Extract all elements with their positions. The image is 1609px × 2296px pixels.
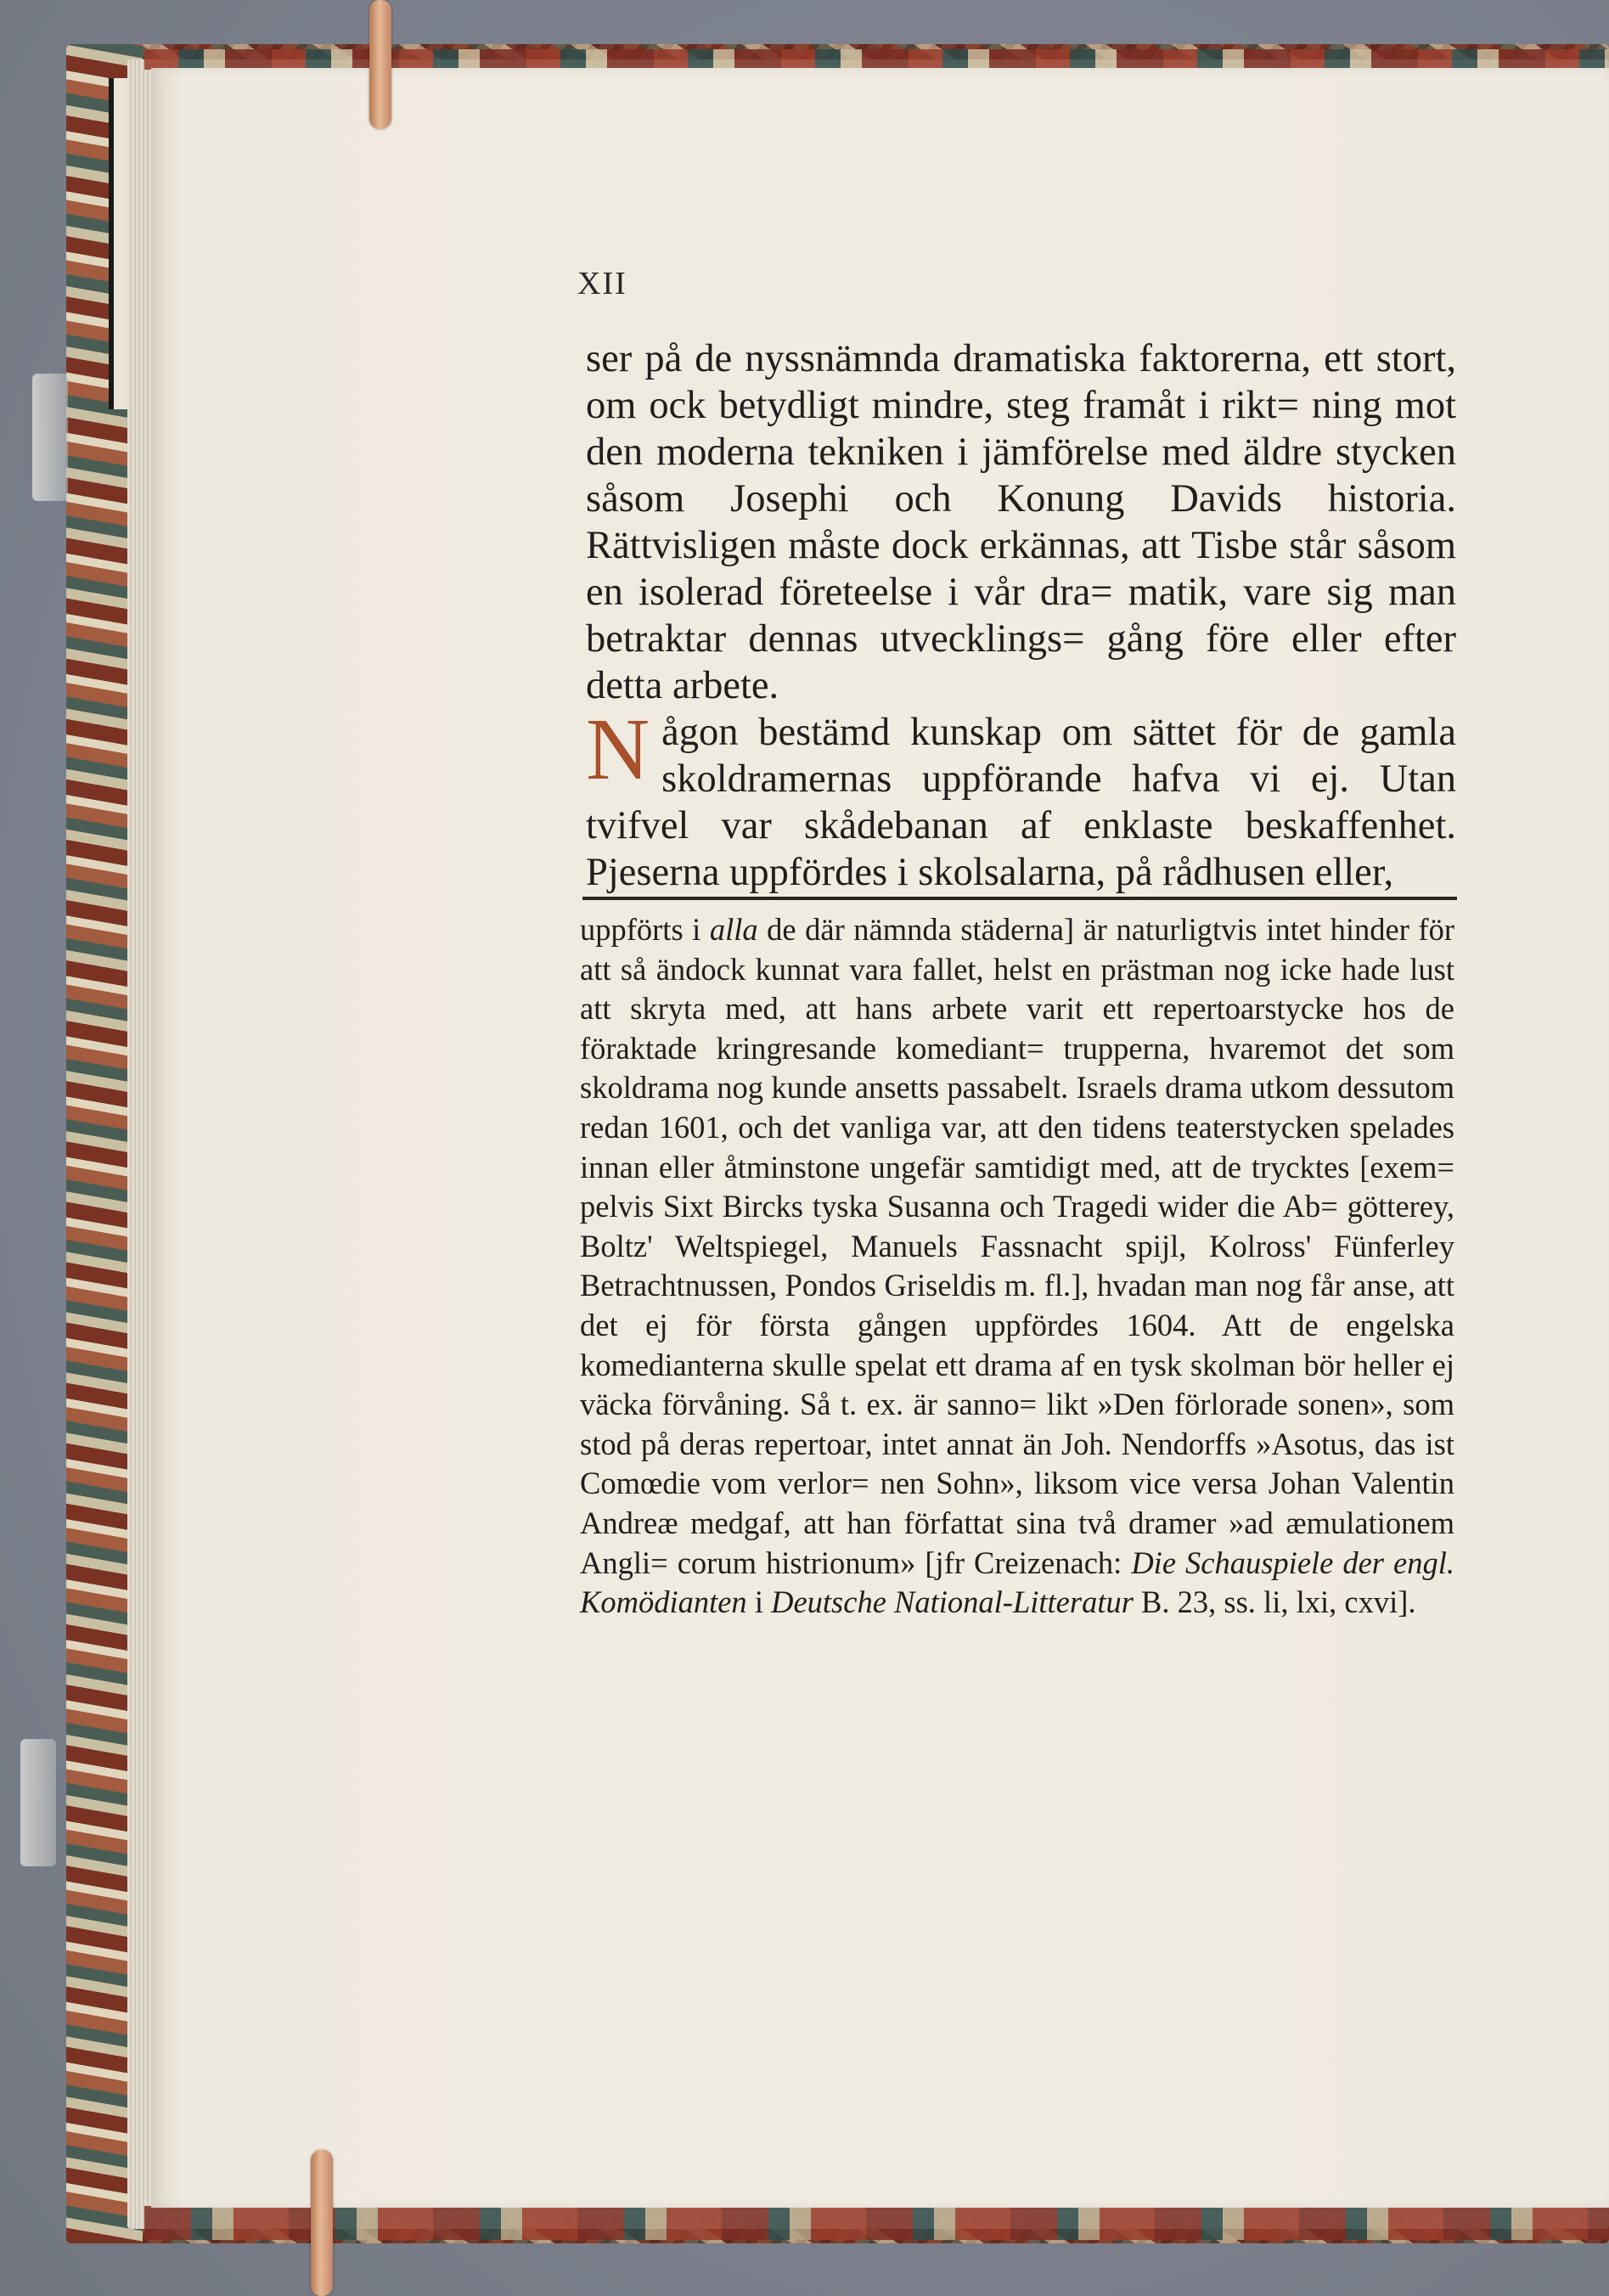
footnote-segment: de där nämnda städerna] är naturligtvis intet hinder för att så ändock kunnat vara fallet, helst en prästman nog icke hade lust att skryta med, att hans arbete varit ett repertoarstycke hos de föraktade kringresande komediant= trupperna, hvaremot det som skoldrama nog kunde ansetts passabelt. Israels drama utkom dessutom redan 1601, och det vanliga var, att den tidens teaterstycken spelades innan eller åtminstone ungefär samtidigt med, att de trycktes [exem= pelvis Sixt Bircks tyska Susanna och Tragedi wider die Ab= götterey, Boltz' Weltspiegel, Manuels Fassnacht spijl, Kolross' Fünferley Betrachtnussen, Pondos Griseldis m. fl.], hvadan man nog får anse, att det ej för första gången uppfördes 1604. Att de engelska komedianterna skulle spelat ett drama af en tysk skolman bör heller ej väcka förvåning. Så t. ex. är sanno= likt »Den förlorade sonen», som stod på deras repertoar, intet annat än Joh. Nendorffs »Asotus, das ist Comœdie vom verlor= nen Sohn», liksom vice versa Johan Valentin Andreæ medgaf, att han författat sina två dramer »ad æmulationem Angli= corum histrionum» [jfr Creizenach:	[580, 912, 1454, 1580]
page-number: XII	[577, 266, 627, 301]
footnote-divider	[582, 897, 1457, 900]
wooden-clip-bottom	[311, 2150, 333, 2296]
paragraph-text: ågon bestämd kunskap om sättet för de gamla skoldramernas uppförande hafva vi ej. Utan tvifvel var skådebanan af enklaste beskaffenhet. Pjeserna uppfördes i skolsalarna, på rådhusen eller,	[586, 711, 1456, 894]
cover-strip-bottom	[144, 2206, 1609, 2240]
footnote-text	[580, 910, 1454, 1623]
footnote-italic-word: alla	[709, 912, 758, 947]
paragraph-with-initial	[586, 701, 1456, 896]
holder-tab-upper	[32, 374, 68, 501]
holder-tab-lower	[20, 1739, 56, 1866]
main-text-block	[586, 335, 1456, 896]
footnote-work-title: Die Schauspiele der engl. Komödianten	[580, 1545, 1454, 1620]
drop-cap-initial: N	[586, 701, 650, 798]
cover-strip-top	[144, 49, 1609, 70]
wooden-clip-top	[369, 0, 391, 129]
footnote-segment: i	[746, 1584, 772, 1620]
paragraph: ser på de nyssnämnda dramatiska faktorerna, ett stort, om ock betydligt mindre, steg framåt i rikt= ning mot den moderna tekniken i jämförelse med äldre stycken såsom Josephi och Konung Davids historia. Rättvisligen måste dock erkännas, att Tisbe står såsom en isolerad företeelse i vår dra= matik, vare sig man betraktar dennas utvecklings= gång före eller efter detta arbete.	[586, 337, 1456, 707]
footnote-block	[580, 910, 1454, 1623]
footnote-segment: B. 23, ss. li, lxi, cxvi].	[1133, 1584, 1416, 1620]
footnote-series-title: Deutsche National-Litteratur	[771, 1584, 1134, 1620]
footnote-segment: uppförts i	[580, 912, 710, 947]
